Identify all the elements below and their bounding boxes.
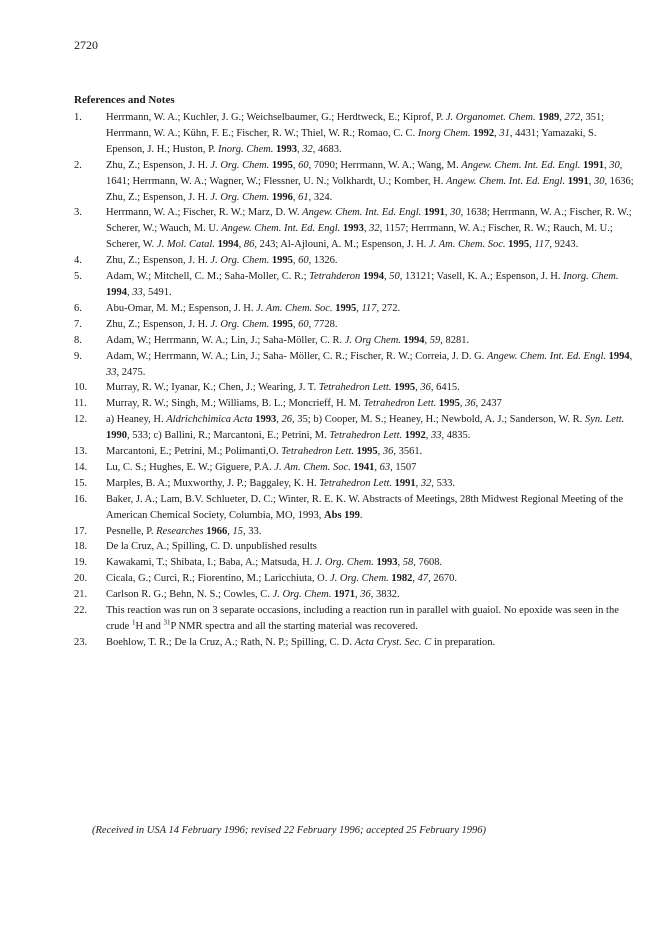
reference-item bbox=[74, 539, 634, 555]
reference-number: 6. bbox=[74, 302, 82, 314]
reference-item bbox=[74, 333, 634, 349]
reference-segment: Marcantoni, E.; Petrini, M.; Polimanti,O. bbox=[106, 446, 282, 458]
reference-number: 12. bbox=[74, 414, 88, 426]
reference-number: 1. bbox=[74, 112, 82, 123]
reference-text bbox=[106, 380, 634, 396]
reference-segment: Baker, J. A.; Lam, B.V. Schlueter, D. C.; Winter, R. E. K. W. Abstracts of Meetings, 28th Midwest Regional Meeting of the American Chemical Society, Columbia, MO, 1993, bbox=[106, 493, 624, 521]
reference-segment: Marples, B. A.; Muxworthy, J. P.; Baggaley, K. H. bbox=[106, 477, 320, 489]
reference-text bbox=[106, 396, 634, 412]
reference-segment: , 533; c) Ballini, R.; Marcantoni, E.; Petrini, M. bbox=[127, 430, 330, 442]
reference-segment: , 351; Herrmann, W. A.; Kühn, F. E.; Fischer, R. W.; Thiel, W. R.; Romao, C. C. bbox=[106, 112, 605, 139]
reference-segment: , 533. bbox=[431, 477, 456, 489]
reference-segment: , 2475. bbox=[116, 366, 146, 378]
reference-segment: , bbox=[292, 159, 299, 171]
reference-item bbox=[74, 460, 634, 476]
reference-segment: 58 bbox=[402, 557, 414, 569]
reference-number: 19. bbox=[74, 557, 88, 569]
reference-segment: 15 bbox=[232, 525, 243, 537]
reference-segment: , bbox=[276, 414, 282, 426]
reference-segment: Zhu, Z.; Espenson, J. H. bbox=[106, 318, 211, 330]
reference-segment: 32 bbox=[369, 223, 380, 235]
reference-segment: 117 bbox=[534, 239, 550, 251]
reference-segment: , bbox=[377, 446, 383, 458]
reference-segment: 1994 bbox=[403, 334, 425, 346]
reference-number: 9. bbox=[74, 350, 82, 362]
reference-segment: Inorg. Chem. bbox=[563, 271, 619, 283]
reference-number: 10. bbox=[74, 382, 88, 394]
reference-segment: Murray, R. W.; Singh, M.; Williams, B. L.; Moncrieff, H. M. bbox=[106, 398, 364, 410]
reference-text bbox=[106, 412, 634, 444]
reference-item bbox=[74, 380, 634, 396]
reference-segment: , bbox=[355, 589, 361, 601]
reference-text bbox=[106, 476, 634, 492]
reference-segment: J. Org. Chem. bbox=[329, 573, 389, 585]
reference-segment: , bbox=[363, 223, 370, 235]
reference-text bbox=[106, 110, 634, 158]
reference-item bbox=[74, 269, 634, 301]
reference-segment: Murray, R. W.; Iyanar, K.; Chen, J.; Wearing, J. T. bbox=[106, 382, 319, 394]
reference-segment: 1991 bbox=[567, 175, 589, 187]
reference-segment: , bbox=[415, 382, 421, 394]
reference-item bbox=[74, 571, 634, 587]
reference-text bbox=[106, 349, 634, 381]
reference-segment: 26 bbox=[281, 414, 293, 426]
reference-segment: J. Am. Chem. Soc. bbox=[274, 461, 351, 473]
reference-segment: Pesnelle, P. bbox=[106, 525, 157, 537]
reference-segment: Angew. Chem. Int. Ed. Engl. bbox=[461, 159, 581, 171]
footer-open: (Received in USA bbox=[92, 825, 169, 836]
reference-segment: , 4431; Yamazaki, S. Epenson, J. H.; Huston, P. bbox=[106, 127, 597, 155]
reference-number: 16. bbox=[74, 493, 88, 505]
reference-number: 18. bbox=[74, 541, 88, 553]
reference-segment: Angew. Chem. Int. Ed. Engl. bbox=[446, 175, 566, 187]
reference-segment: 1991 bbox=[423, 207, 445, 219]
reference-text bbox=[106, 524, 634, 540]
reference-segment: , bbox=[629, 350, 633, 362]
reference-number: 21. bbox=[74, 589, 88, 601]
reference-segment: , bbox=[383, 271, 390, 283]
reference-number: 14. bbox=[74, 461, 88, 473]
reference-segment: 1990 bbox=[106, 430, 127, 442]
reference-segment: J. Org. Chem. bbox=[210, 159, 270, 171]
reference-segment: , 4835. bbox=[441, 430, 471, 442]
reference-segment: J. Organomet. Chem. bbox=[445, 112, 536, 123]
reference-segment: 30 bbox=[450, 207, 461, 219]
references-list bbox=[74, 110, 634, 651]
reference-segment: , bbox=[529, 239, 535, 251]
reference-segment: 32 bbox=[302, 143, 313, 155]
reference-text bbox=[106, 539, 634, 555]
reference-segment: Researches bbox=[156, 525, 204, 537]
reference-number: 22. bbox=[74, 605, 88, 617]
reference-segment: 36 bbox=[420, 382, 431, 394]
reference-item bbox=[74, 444, 634, 460]
reference-segment: , bbox=[444, 207, 451, 219]
reference-item bbox=[74, 301, 634, 317]
reference-segment: , 2670. bbox=[428, 573, 458, 585]
reference-segment: Adam, W.; Mitchell, C. M.; Saha-Moller, C. R.; bbox=[106, 271, 310, 283]
reference-segment: 1991 bbox=[394, 477, 416, 489]
reference-number: 20. bbox=[74, 573, 88, 585]
reference-segment: Syn. Lett. bbox=[584, 414, 625, 426]
reference-item bbox=[74, 476, 634, 492]
reference-segment: 36 bbox=[360, 589, 371, 601]
reference-number: 5. bbox=[74, 271, 82, 283]
reference-item bbox=[74, 349, 634, 381]
reference-segment: H and bbox=[135, 621, 164, 632]
reference-segment: , 7090; Herrmann, W. A.; Wang, M. bbox=[308, 159, 462, 171]
reference-segment: , bbox=[588, 175, 594, 187]
reference-number: 7. bbox=[74, 318, 82, 330]
reference-segment: 272 bbox=[564, 112, 581, 123]
reference-segment: , bbox=[397, 557, 403, 569]
reference-segment: J. Mol. Catal. bbox=[156, 239, 215, 251]
reference-segment: 1992 bbox=[473, 127, 495, 139]
reference-segment: , 1157; Herrmann, W. A.; Fischer, R. W.; Rauch, M. U.; Scherer, W. bbox=[106, 223, 613, 251]
reference-segment: , bbox=[604, 159, 610, 171]
reference-segment: 1993 bbox=[376, 557, 398, 569]
reference-segment: , 1641; Herrmann, W. A.; Wagner, W.; Flessner, U. N.; Volkhardt, U.; Komber, H. bbox=[106, 159, 623, 187]
reference-segment: in preparation. bbox=[431, 636, 496, 648]
reference-segment: , 243; Al-Ajlouni, A. M.; Espenson, J. H. bbox=[254, 239, 430, 251]
reference-segment: Tetrahderon bbox=[309, 271, 361, 283]
reference-text bbox=[106, 587, 634, 603]
reference-segment: , 272. bbox=[376, 302, 401, 314]
reference-segment: J. Org. Chem. bbox=[210, 191, 270, 203]
reference-segment: 1989 bbox=[538, 112, 560, 123]
reference-segment: , bbox=[296, 143, 303, 155]
reference-segment: 61 bbox=[298, 191, 309, 203]
reference-number: 4. bbox=[74, 255, 82, 267]
reference-segment: Boehlow, T. R.; De la Cruz, A.; Rath, N. P.; Spilling, C. D. bbox=[106, 636, 355, 648]
received-dates bbox=[92, 825, 652, 836]
reference-text bbox=[106, 444, 634, 460]
reference-segment: , bbox=[356, 302, 362, 314]
reference-segment: Cicala, G.; Curci, R.; Fiorentino, M.; Laricchiuta, O. bbox=[106, 573, 330, 585]
reference-segment: 1996 bbox=[271, 191, 293, 203]
page-number: 2720 bbox=[74, 38, 98, 52]
references-heading: References and Notes bbox=[74, 94, 175, 106]
reference-segment: , bbox=[292, 255, 299, 267]
reference-segment: 30 bbox=[593, 175, 605, 187]
reference-segment: , bbox=[238, 239, 244, 251]
reference-segment: , bbox=[494, 127, 500, 139]
reference-segment: 60 bbox=[298, 159, 309, 171]
reference-segment: 31 bbox=[163, 618, 171, 627]
reference-item bbox=[74, 492, 634, 524]
reference-segment: 36 bbox=[382, 446, 394, 458]
reference-segment: 1995 bbox=[438, 398, 460, 410]
reference-item bbox=[74, 158, 634, 206]
reference-segment: Adam, W.; Herrmann, W. A.; Lin, J.; Saha- Möller, C. R.; Fischer, R. W.; Correia, J. D. G. bbox=[106, 350, 487, 362]
reference-segment: This reaction was run on 3 separate occasions, including a reaction run in parallel with guaiol. No epoxide was seen in the crude bbox=[106, 605, 619, 632]
reference-segment: 1995 bbox=[271, 159, 293, 171]
reference-segment: Kawakami, T.; Shibata, I.; Baba, A.; Matsuda, H. bbox=[106, 557, 315, 569]
reference-segment: J. Org. Chem. bbox=[315, 557, 374, 569]
reference-segment: Tetrahedron Lett. bbox=[318, 382, 392, 394]
reference-item bbox=[74, 635, 634, 651]
reference-segment: Tetrahedron Lett. bbox=[319, 477, 393, 489]
reference-segment: J. Org. Chem. bbox=[210, 255, 270, 267]
reference-number: 2. bbox=[74, 159, 82, 171]
reference-text bbox=[106, 635, 634, 651]
reference-segment: 1966 bbox=[206, 525, 228, 537]
reference-segment: 1995 bbox=[394, 382, 416, 394]
reference-segment: , 3832. bbox=[370, 589, 400, 601]
reference-segment: 47 bbox=[417, 573, 429, 585]
reference-segment: Inorg. Chem. bbox=[218, 143, 274, 155]
reference-number: 15. bbox=[74, 477, 88, 489]
reference-segment: , 4683. bbox=[312, 143, 342, 155]
reference-segment: Abs 199 bbox=[324, 509, 360, 521]
reference-segment: 1995 bbox=[271, 255, 293, 267]
reference-segment: 32 bbox=[420, 477, 432, 489]
reference-segment: J. Am. Chem. Soc. bbox=[429, 239, 506, 251]
reference-text bbox=[106, 603, 634, 635]
reference-segment: 59 bbox=[429, 334, 441, 346]
reference-segment: 1993 bbox=[255, 414, 277, 426]
reference-text bbox=[106, 333, 634, 349]
reference-segment: , 13121; Vasell, K. A.; Espenson, J. H. bbox=[399, 271, 564, 283]
reference-segment: , 3561. bbox=[393, 446, 423, 458]
reference-segment: 1994 bbox=[106, 286, 127, 298]
reference-segment: , bbox=[292, 191, 299, 203]
reference-segment: Adam, W.; Herrmann, W. A.; Lin, J.; Saha-Möller, C. R. bbox=[106, 334, 345, 346]
reference-segment: 1995 bbox=[508, 239, 530, 251]
reference-segment: , bbox=[292, 318, 299, 330]
reference-segment: 60 bbox=[298, 318, 309, 330]
footer-revised-label: 1996; revised bbox=[221, 825, 284, 836]
reference-number: 8. bbox=[74, 334, 82, 346]
reference-segment: Abu-Omar, M. M.; Espenson, J. H. bbox=[106, 302, 257, 314]
reference-item bbox=[74, 555, 634, 571]
reference-segment: Herrmann, W. A.; Kuchler, J. G.; Weichselbaumer, G.; Herdtweck, E.; Kiprof, P. bbox=[106, 112, 446, 123]
reference-segment: 1941 bbox=[353, 461, 375, 473]
reference-segment: , 1636; Zhu, Z.; Espenson, J. H. bbox=[106, 175, 634, 203]
reference-segment: Herrmann, W. A.; Fischer, R. W.; Marz, D. W. bbox=[106, 207, 303, 219]
reference-segment: , 1507 bbox=[390, 461, 417, 473]
reference-segment: Lu, C. S.; Hughes, E. W.; Giguere, P.A. bbox=[106, 461, 275, 473]
reference-segment: 1993 bbox=[275, 143, 297, 155]
reference-text bbox=[106, 301, 634, 317]
reference-segment: Zhu, Z.; Espenson, J. H. bbox=[106, 159, 211, 171]
reference-segment: Tetrahedron Lett. bbox=[329, 430, 403, 442]
reference-segment: , 33. bbox=[242, 525, 262, 537]
reference-item bbox=[74, 396, 634, 412]
reference-item bbox=[74, 317, 634, 333]
reference-segment: 63 bbox=[379, 461, 391, 473]
reference-segment: 1971 bbox=[334, 589, 355, 601]
reference-segment: , bbox=[559, 112, 565, 123]
reference-segment: 33 bbox=[132, 286, 143, 298]
reference-segment: , bbox=[424, 334, 430, 346]
reference-item bbox=[74, 110, 634, 158]
reference-text bbox=[106, 158, 634, 206]
reference-segment: , 7728. bbox=[308, 318, 338, 330]
reference-number: 13. bbox=[74, 446, 88, 458]
reference-number: 3. bbox=[74, 207, 82, 219]
reference-segment: , bbox=[415, 477, 421, 489]
reference-segment: 31 bbox=[499, 127, 510, 139]
reference-text bbox=[106, 571, 634, 587]
reference-segment: Tetrahedron Lett. bbox=[363, 398, 437, 410]
reference-segment: J. Am. Chem. Soc. bbox=[256, 302, 333, 314]
reference-segment: 1994 bbox=[608, 350, 630, 362]
reference-segment: , 35; b) Cooper, M. S.; Heaney, H.; Newbold, A. J.; Sanderson, W. R. bbox=[292, 414, 585, 426]
accepted-date: 25 February bbox=[406, 825, 459, 836]
reference-segment: , 8281. bbox=[440, 334, 470, 346]
reference-segment: Zhu, Z.; Espenson, J. H. bbox=[106, 255, 211, 267]
footer-accepted-label: 1996; accepted bbox=[336, 825, 407, 836]
reference-text bbox=[106, 317, 634, 333]
reference-number: 17. bbox=[74, 525, 88, 537]
reference-segment: 60 bbox=[298, 255, 309, 267]
reference-text bbox=[106, 205, 634, 253]
reference-segment: Angew. Chem. Int. Ed. Engl. bbox=[486, 350, 607, 362]
reference-segment: , 9243. bbox=[549, 239, 579, 251]
reference-segment: , 1326. bbox=[308, 255, 338, 267]
reference-segment: 33 bbox=[106, 366, 117, 378]
reference-number: 11. bbox=[74, 398, 87, 410]
reference-item bbox=[74, 587, 634, 603]
reference-segment: 1995 bbox=[271, 318, 293, 330]
reference-segment: , 324. bbox=[308, 191, 333, 203]
reference-segment: , 7608. bbox=[413, 557, 443, 569]
reference-segment: , bbox=[127, 286, 133, 298]
reference-segment: , 2437 bbox=[475, 398, 502, 410]
reference-segment: Aldrichchimica Acta bbox=[166, 414, 253, 426]
reference-segment: , bbox=[412, 573, 418, 585]
reference-segment: De la Cruz, A.; Spilling, C. D. unpublished results bbox=[106, 541, 317, 553]
reference-segment: 30 bbox=[609, 159, 620, 171]
reference-segment: 1994 bbox=[362, 271, 384, 283]
reference-segment: 36 bbox=[465, 398, 476, 410]
reference-segment: J. Org Chem. bbox=[344, 334, 401, 346]
reference-segment: Angew. Chem. Int. Ed. Engl. bbox=[221, 223, 341, 235]
reference-segment: Acta Cryst. Sec. C bbox=[354, 636, 432, 648]
reference-segment: J. Org. Chem. bbox=[210, 318, 270, 330]
reference-segment: , 6415. bbox=[430, 382, 460, 394]
reference-segment: 117 bbox=[361, 302, 377, 314]
references-section bbox=[74, 94, 634, 651]
reference-segment: , bbox=[227, 525, 233, 537]
reference-segment: . bbox=[359, 509, 363, 521]
reference-text bbox=[106, 492, 634, 524]
reference-segment: Carlson R. G.; Behn, N. S.; Cowles, C. bbox=[106, 589, 273, 601]
reference-segment: 1993 bbox=[342, 223, 364, 235]
reference-segment: , 5491. bbox=[142, 286, 172, 298]
reference-segment: Inorg Chem. bbox=[417, 127, 471, 139]
reference-segment: , bbox=[374, 461, 380, 473]
reference-segment: 1982 bbox=[391, 573, 413, 585]
reference-segment: Angew. Chem. Int. Ed. Engl. bbox=[302, 207, 422, 219]
reference-segment: 1995 bbox=[335, 302, 357, 314]
reference-segment: 1995 bbox=[356, 446, 378, 458]
reference-segment: 1991 bbox=[583, 159, 604, 171]
reference-segment: 1992 bbox=[404, 430, 426, 442]
reference-segment: , bbox=[425, 430, 432, 442]
reference-text bbox=[106, 253, 634, 269]
reference-segment: 1994 bbox=[217, 239, 239, 251]
reference-segment: 1 bbox=[131, 618, 136, 627]
reference-item bbox=[74, 205, 634, 253]
reference-segment: P NMR spectra and all the starting material was recovered. bbox=[170, 621, 418, 632]
reference-number: 23. bbox=[74, 636, 88, 648]
reference-segment: 33 bbox=[431, 430, 442, 442]
reference-item bbox=[74, 524, 634, 540]
reference-item bbox=[74, 253, 634, 269]
reference-segment: a) Heaney, H. bbox=[106, 414, 167, 426]
reference-segment: , bbox=[459, 398, 466, 410]
reference-text bbox=[106, 269, 634, 301]
reference-segment: Tetrahedron Lett. bbox=[281, 446, 355, 458]
reference-segment: 50 bbox=[389, 271, 400, 283]
reference-item bbox=[74, 603, 634, 635]
reference-text bbox=[106, 555, 634, 571]
reference-segment: J. Org. Chem. bbox=[272, 589, 332, 601]
reference-text bbox=[106, 460, 634, 476]
footer-close: 1996) bbox=[458, 825, 486, 836]
received-date: 14 February bbox=[168, 825, 222, 836]
revised-date: 22 February bbox=[283, 825, 337, 836]
reference-segment: 86 bbox=[243, 239, 255, 251]
reference-item bbox=[74, 412, 634, 444]
reference-segment: , 1638; Herrmann, W. A.; Fischer, R. W.; Scherer, W.; Wauch, M. U. bbox=[106, 207, 632, 235]
